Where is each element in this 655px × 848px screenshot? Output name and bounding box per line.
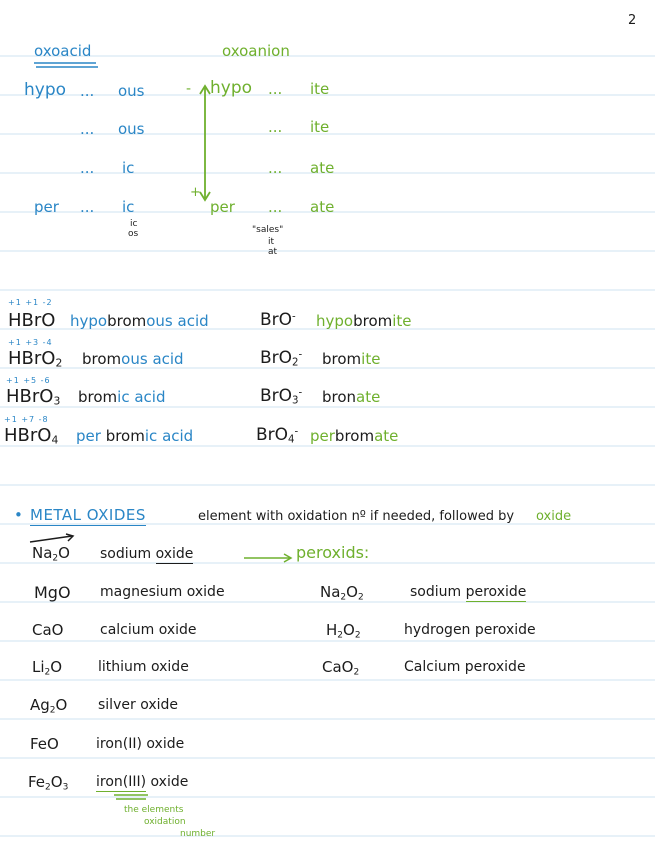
peroxide-heading: peroxids: bbox=[296, 543, 370, 562]
anion-rule-dots: ... bbox=[268, 198, 283, 216]
oxide-name: silver oxide bbox=[98, 697, 178, 713]
oxide-name: sodium oxide bbox=[100, 546, 194, 562]
anion-rule-dots: ... bbox=[268, 118, 283, 136]
anion-rule-dots: ... bbox=[268, 159, 283, 177]
acid-rule-dots: ... bbox=[80, 82, 95, 100]
anion-name: hypobromite bbox=[316, 312, 412, 330]
header-oxoacid: oxoacid bbox=[34, 42, 92, 60]
mnemonic-ic: ic bbox=[130, 219, 138, 229]
acid-name: bromic acid bbox=[78, 388, 166, 406]
header-oxoanion: oxoanion bbox=[222, 42, 290, 60]
anion-name: bronate bbox=[322, 388, 381, 406]
anion-rule-suffix: ate bbox=[310, 198, 335, 216]
acid-rule-suffix: ic bbox=[122, 159, 135, 177]
acid-rule-suffix: ous bbox=[118, 120, 145, 138]
oxidation-numbers: +1 +1 -2 bbox=[8, 298, 53, 307]
oxide-formula: MgO bbox=[34, 583, 71, 602]
oxide-formula: $Fe_2O_3$ bbox=[28, 773, 69, 793]
footnote-underline bbox=[112, 792, 152, 802]
section-title: METAL OXIDES bbox=[30, 506, 146, 524]
anion-rule-suffix: ite bbox=[310, 80, 330, 98]
page-number: 2 bbox=[628, 13, 637, 28]
oxidation-numbers: +1 +3 -4 bbox=[8, 338, 53, 347]
oxide-rule: element with oxidation nº if needed, followed by bbox=[198, 509, 515, 524]
oxide-formula: CaO bbox=[32, 621, 64, 639]
acid-rule-dots: ... bbox=[80, 159, 95, 177]
oxide-name: calcium oxide bbox=[100, 622, 197, 638]
peroxide-name: Calcium peroxide bbox=[404, 659, 526, 675]
mnemonic-at: at bbox=[268, 247, 278, 257]
minus-sign: - bbox=[186, 81, 192, 97]
oxoacid-double-underline bbox=[32, 61, 102, 71]
acid-formula: HBrO$_4$ bbox=[4, 425, 59, 447]
anion-name: perbromate bbox=[310, 427, 399, 445]
anion-formula: BrO$_2$- bbox=[260, 348, 303, 369]
acid-rule-dots: ... bbox=[80, 120, 95, 138]
acid-formula: HBrO$_3$ bbox=[6, 386, 61, 408]
anion-formula: BrO$_4$- bbox=[256, 425, 299, 446]
plus-sign: + bbox=[190, 185, 201, 200]
oxide-rule-word: oxide bbox=[536, 509, 572, 524]
oxide-name: magnesium oxide bbox=[100, 584, 225, 600]
oxide-name: lithium oxide bbox=[98, 659, 189, 675]
anion-formula: BrO$_3$- bbox=[260, 386, 303, 407]
acid-rule-suffix: ous bbox=[118, 82, 145, 100]
oxide-formula: $Ag_2O$ bbox=[30, 696, 68, 716]
oxide-name: iron(II) oxide bbox=[96, 736, 185, 752]
oxide-formula: FeO bbox=[30, 735, 59, 753]
acid-name: per bromic acid bbox=[76, 427, 194, 445]
anion-rule-prefix: per bbox=[210, 198, 235, 216]
anion-rule-suffix: ite bbox=[310, 118, 330, 136]
peroxide-name: sodium peroxide bbox=[410, 584, 527, 600]
mnemonic-sales: "sales" bbox=[252, 225, 284, 235]
footnote: number bbox=[180, 829, 216, 839]
acid-name: bromous acid bbox=[82, 350, 184, 368]
footnote: oxidation bbox=[144, 817, 186, 827]
anion-rule-dots: ... bbox=[268, 80, 283, 98]
anion-name: bromite bbox=[322, 350, 381, 368]
anion-rule-prefix: hypo bbox=[210, 78, 253, 98]
acid-rule-prefix: hypo bbox=[24, 80, 67, 100]
peroxide-name: hydrogen peroxide bbox=[404, 622, 536, 638]
oxide-formula: $Na_2O$ bbox=[32, 544, 70, 564]
acid-name: hypobromous acid bbox=[70, 312, 209, 330]
peroxide-formula: CaO$_2$ bbox=[322, 658, 360, 678]
bullet: • bbox=[14, 506, 23, 524]
acid-rule-dots: ... bbox=[80, 198, 95, 216]
peroxide-formula: $Na_2O_2$ bbox=[320, 583, 364, 603]
acid-formula: HBrO$_2$ bbox=[8, 348, 63, 370]
acid-rule-suffix: ic bbox=[122, 198, 135, 216]
oxidation-numbers: +1 +5 -6 bbox=[6, 376, 51, 385]
acid-rule-prefix: per bbox=[34, 198, 59, 216]
mnemonic-it: it bbox=[268, 237, 275, 247]
peroxide-formula: $H_2O_2$ bbox=[326, 621, 361, 641]
oxide-name: iron(III) oxide bbox=[96, 774, 189, 790]
anion-formula: BrO- bbox=[260, 310, 296, 330]
anion-rule-suffix: ate bbox=[310, 159, 335, 177]
mnemonic-os: os bbox=[128, 229, 139, 239]
oxidation-numbers: +1 +7 -8 bbox=[4, 415, 49, 424]
oxide-formula: $Li_2O$ bbox=[32, 658, 63, 678]
acid-formula: HBrO bbox=[8, 310, 56, 331]
footnote: the elements bbox=[124, 805, 184, 815]
peroxide-arrow bbox=[240, 552, 300, 564]
